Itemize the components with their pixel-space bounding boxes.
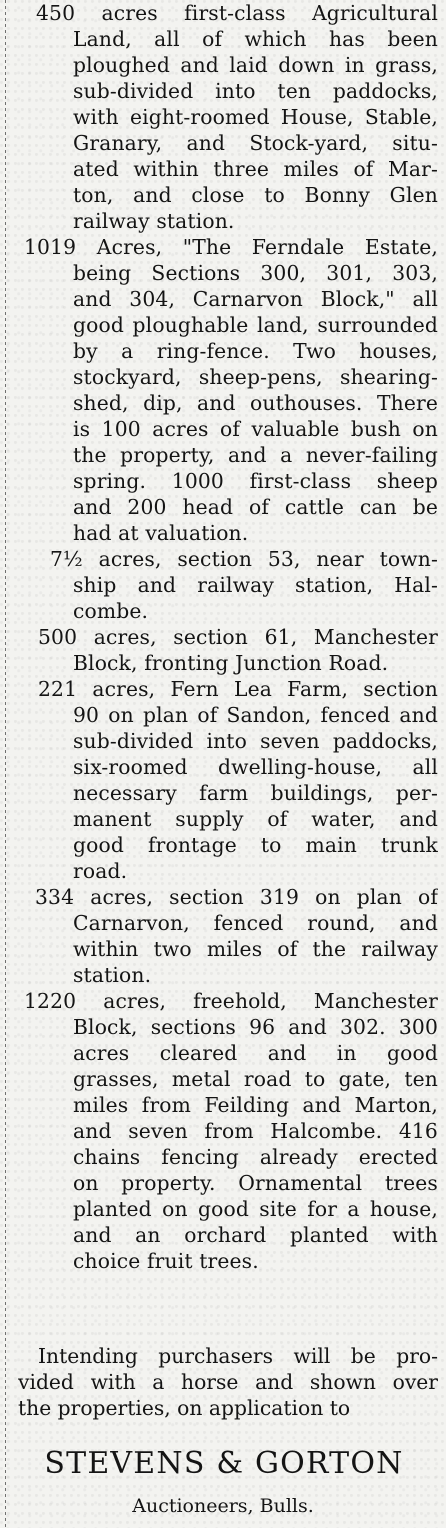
listing-line: had at valuation.	[73, 521, 249, 545]
listing-line: spring. 1000 first-class sheep	[73, 469, 438, 493]
auctioneer-firm-name: STEVENS & GORTON	[44, 1446, 404, 1481]
listing-line: and seven from Halcombe. 416	[73, 1119, 438, 1143]
property-listing	[8, 546, 440, 624]
property-listing	[8, 624, 440, 676]
listing-line: acres cleared and in good	[73, 1041, 438, 1065]
listing-line: ploughed and laid down in grass,	[73, 53, 438, 77]
listing-line: Land, all of which has been	[73, 27, 438, 51]
listing-line: the property, and a never-failing	[73, 443, 438, 467]
listing-line: shed, dip, and outhouses. There	[73, 391, 438, 415]
listing-line: by a ring-fence. Two houses,	[73, 339, 438, 363]
listing-line: good ploughable land, surrounded	[73, 313, 438, 337]
listing-line: stockyard, sheep-pens, shearing-	[73, 365, 438, 389]
listing-heading-line: 450 acres first-class Agricultural	[36, 1, 438, 25]
listing-line: miles from Feilding and Marton,	[73, 1093, 438, 1117]
listing-heading-line: 500 acres, section 61, Manchester	[38, 625, 438, 649]
listing-line: planted on good site for a house,	[73, 1197, 438, 1221]
listing-line: ship and railway station, Hal-	[73, 573, 438, 597]
listing-line: is 100 acres of valuable bush on	[73, 417, 438, 441]
listing-heading-line: 221 acres, Fern Lea Farm, section	[38, 677, 438, 701]
listing-line: grasses, metal road to gate, ten	[73, 1067, 438, 1091]
listing-line: necessary farm buildings, per-	[73, 781, 438, 805]
auctioneer-occupation: Auctioneers, Bulls.	[132, 1495, 314, 1517]
notice-line: vided with a horse and shown over	[18, 1370, 438, 1394]
listing-line: six-roomed dwelling-house, all	[73, 755, 438, 779]
listing-line: road.	[73, 859, 128, 883]
listing-line: with eight-roomed House, Stable,	[73, 105, 438, 129]
listing-line: choice fruit trees.	[73, 1249, 259, 1273]
listing-heading-line: 1019 Acres, "The Ferndale Estate,	[24, 235, 438, 259]
listing-heading-line: 334 acres, section 319 on plan of	[35, 885, 438, 909]
listing-line: railway station.	[73, 209, 235, 233]
notice-line: Intending purchasers will be pro-	[38, 1344, 438, 1368]
property-listing	[8, 676, 440, 884]
listing-line: ton, and close to Bonny Glen	[73, 183, 438, 207]
listing-line: Granary, and Stock-yard, situ-	[73, 131, 438, 155]
listing-line: sub-divided into ten paddocks,	[73, 79, 438, 103]
listing-line: Carnarvon, fenced round, and	[73, 911, 438, 935]
listing-line: station.	[73, 963, 152, 987]
listing-line: manent supply of water, and	[73, 807, 438, 831]
listing-line: and 200 head of cattle can be	[73, 495, 438, 519]
listing-line: within two miles of the railway	[73, 937, 438, 961]
property-listing	[8, 988, 440, 1274]
listing-line: Block, fronting Junction Road.	[73, 651, 389, 675]
listing-line: chains fencing already erected	[73, 1145, 438, 1169]
listing-line: 90 on plan of Sandon, fenced and	[73, 703, 438, 727]
listing-line: ated within three miles of Mar-	[73, 157, 438, 181]
notice-line: the properties, on application to	[18, 1396, 351, 1420]
listing-line: good frontage to main trunk	[73, 833, 438, 857]
listing-line: on property. Ornamental trees	[73, 1171, 438, 1195]
listing-line: sub-divided into seven paddocks,	[73, 729, 438, 753]
property-listing	[8, 884, 440, 988]
listing-heading-line: 1220 acres, freehold, Manchester	[24, 989, 438, 1013]
column-rule	[5, 0, 6, 1528]
listing-heading-line: 7½ acres, section 53, near town-	[50, 547, 438, 571]
property-listing	[8, 234, 440, 546]
listing-line: being Sections 300, 301, 303,	[73, 261, 438, 285]
listing-line: Block, sections 96 and 302. 300	[73, 1015, 438, 1039]
listing-line: and 304, Carnarvon Block," all	[73, 287, 438, 311]
property-listing	[8, 0, 440, 234]
listing-line: combe.	[73, 599, 149, 623]
listing-line: and an orchard planted with	[73, 1223, 438, 1247]
